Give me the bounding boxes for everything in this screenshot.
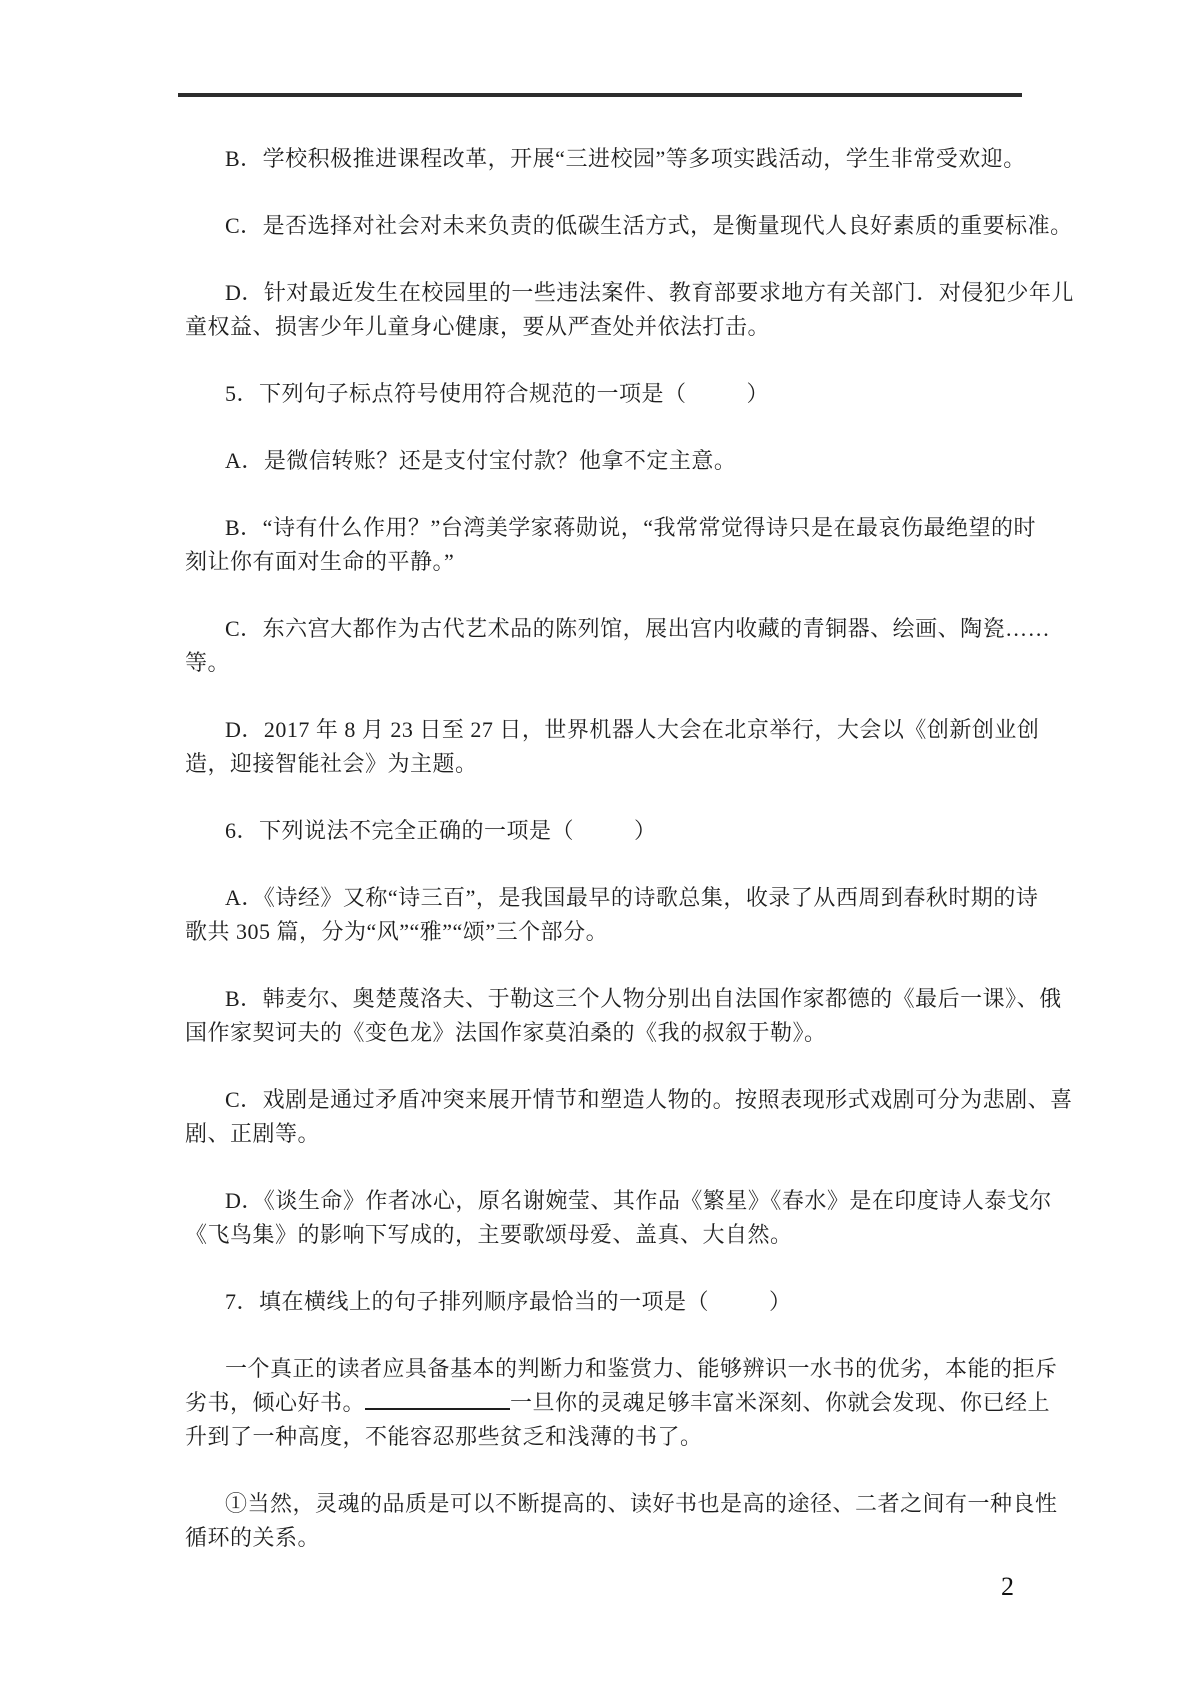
paragraph-sentence-7-1 (185, 1487, 1067, 1555)
paragraph-option-5b (185, 511, 1067, 579)
text-line: B．韩麦尔、奥楚蔑洛夫、于勒这三个人物分别出自法国作家都德的《最后一课》、俄 (225, 986, 1062, 1011)
paragraph-question-5 (185, 377, 1067, 411)
paragraph-option-6a (185, 881, 1067, 949)
text-line: 一个真正的读者应具备基本的判断力和鉴赏力、能够辨识一水书的优劣，本能的拒斥 (225, 1356, 1058, 1381)
text-line: B．学校积极推进课程改革，开展“三进校园”等多项实践活动，学生非常受欢迎。 (225, 146, 1026, 171)
blank-pre-text: 劣书，倾心好书。 (185, 1390, 366, 1415)
page-number: 2 (1001, 1572, 1014, 1601)
text-line: A．《诗经》又称“诗三百”，是我国最早的诗歌总集，收录了从西周到春秋时期的诗 (225, 885, 1039, 910)
paragraph-option-5c (185, 612, 1067, 680)
text-line: 国作家契诃夫的《变色龙》法国作家莫泊桑的《我的叔叙于勒》。 (185, 1020, 827, 1045)
document-body (185, 142, 1074, 1588)
paragraph-passage-7 (185, 1352, 1067, 1454)
question-line: 5．下列句子标点符号使用符合规范的一项是（ ） (225, 381, 770, 406)
text-line: C．戏剧是通过矛盾冲突来展开情节和塑造人物的。按照表现形式戏剧可分为悲剧、喜 (225, 1087, 1073, 1112)
text-line: B．“诗有什么作用？”台湾美学家蒋勋说，“我常常觉得诗只是在最哀伤最绝望的时 (225, 515, 1036, 540)
text-line: D．《谈生命》作者冰心，原名谢婉莹、其作品《繁星》《春水》是在印度诗人泰戈尔 (225, 1188, 1052, 1213)
paragraph-option-6d (185, 1184, 1067, 1252)
paragraph-option-5a (185, 444, 1067, 478)
paragraph-option-4d (185, 276, 1074, 344)
question-line: 7．填在横线上的句子排列顺序最恰当的一项是（ ） (225, 1289, 792, 1314)
text-line: ①当然，灵魂的品质是可以不断提高的、读好书也是高的途径、二者之间有一种良性 (225, 1491, 1058, 1516)
text-line: 剧、正剧等。 (185, 1121, 321, 1146)
text-line-with-blank (185, 1386, 1067, 1420)
answer-blank (365, 1404, 510, 1410)
paragraph-option-4c (185, 209, 1073, 243)
text-line: C．是否选择对社会对未来负责的低碳生活方式，是衡量现代人良好素质的重要标准。 (225, 213, 1073, 238)
text-line: 循环的关系。 (185, 1525, 321, 1550)
paragraph-option-5d (185, 713, 1067, 781)
header-rule (178, 93, 1022, 97)
paragraph-option-6b (185, 982, 1067, 1050)
text-line: 童权益、损害少年儿童身心健康，要从严查处并依法打击。 (185, 314, 771, 339)
text-line: 造，迎接智能社会》为主题。 (185, 751, 478, 776)
text-line: C．东六宫大都作为古代艺术品的陈列馆，展出宫内收藏的青铜器、绘画、陶瓷…… (225, 616, 1051, 641)
paragraph-option-4b (185, 142, 1067, 176)
paragraph-question-7 (185, 1285, 1067, 1319)
text-line: 升到了一种高度，不能容忍那些贫乏和浅薄的书了。 (185, 1424, 703, 1449)
question-line: 6．下列说法不完全正确的一项是（ ） (225, 818, 657, 843)
blank-post-text: 一旦你的灵魂足够丰富米深刻、你就会发现、你已经上 (510, 1390, 1051, 1415)
paragraph-option-6c (185, 1083, 1073, 1151)
text-line: D．针对最近发生在校园里的一些违法案件、教育部要求地方有关部门．对侵犯少年儿 (225, 280, 1074, 305)
text-line: 等。 (185, 650, 231, 675)
paragraph-question-6 (185, 814, 1067, 848)
text-line: A．是微信转账？还是支付宝付款？他拿不定主意。 (225, 448, 737, 473)
text-line: 《飞鸟集》的影响下写成的，主要歌颂母爱、盖真、大自然。 (185, 1222, 793, 1247)
text-line: 歌共 305 篇，分为“风”“雅”“颂”三个部分。 (185, 919, 609, 944)
text-line: 刻让你有面对生命的平静。” (185, 549, 455, 574)
text-line: D．2017 年 8 月 23 日至 27 日，世界机器人大会在北京举行，大会以《创新创业创 (225, 717, 1040, 742)
